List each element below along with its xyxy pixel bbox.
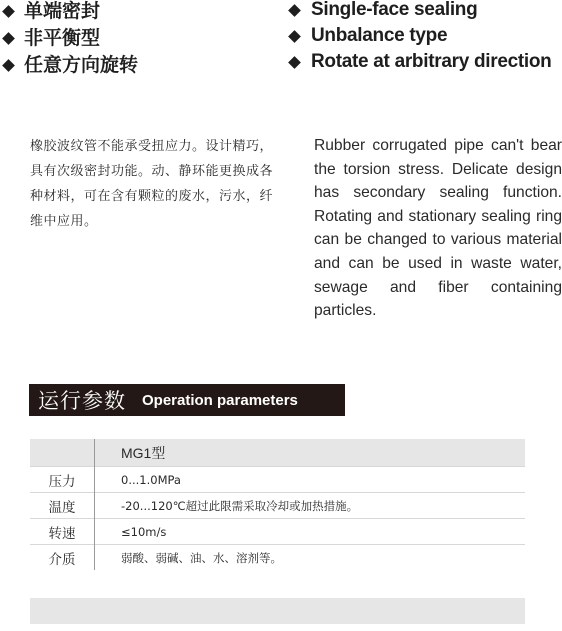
description-cn: 橡胶波纹管不能承受扭应力。设计精巧，具有次级密封功能。动、静环能更换成各种材料，可在含有颗粒的废水，污水，纤维中应用。	[30, 139, 274, 229]
feature-label-cn: 单端密封	[24, 0, 101, 22]
feature-label-cn: 任意方向旋转	[24, 54, 139, 76]
parameters-table	[30, 439, 525, 570]
param-label: 转速	[30, 519, 95, 545]
footer-bar	[30, 598, 525, 624]
feature-label-en: Single-face sealing	[311, 0, 478, 20]
param-value: -20...120℃超过此限需采取冷却或加热措施。	[95, 493, 526, 519]
table-row	[30, 545, 525, 571]
section-title-en: Operation parameters	[142, 391, 298, 409]
feature-item-cn	[0, 52, 138, 79]
table-row	[30, 519, 525, 545]
diamond-bullet-icon	[288, 30, 301, 43]
description-en: Rubber corrugated pipe can't bear the torsion stress. Delicate design has secondary sealing function. Rotating and stationary sealing ring can be changed to various material and can be used in waste water, sewage and fiber containing particles.	[314, 137, 562, 320]
feature-label-en: Rotate at arbitrary direction	[311, 51, 552, 72]
param-label: 温度	[30, 493, 95, 519]
diamond-bullet-icon	[2, 32, 15, 45]
param-label: 介质	[30, 545, 95, 571]
model-name: MG1型	[95, 439, 526, 467]
diamond-bullet-icon	[2, 59, 15, 72]
diamond-bullet-icon	[2, 5, 15, 18]
table-row	[30, 493, 525, 519]
diamond-bullet-icon	[288, 4, 301, 17]
section-header	[29, 384, 345, 416]
param-value: 弱酸、弱碱、油、水、溶剂等。	[95, 545, 526, 571]
feature-item-cn	[0, 25, 138, 52]
features-list-cn	[0, 0, 138, 79]
table-header-row	[30, 439, 525, 467]
param-value: ≤10m/s	[95, 519, 526, 545]
feature-label-cn: 非平衡型	[24, 27, 101, 49]
feature-item-cn	[0, 0, 138, 25]
feature-item-en	[287, 49, 557, 75]
table-header-blank	[30, 439, 95, 467]
section-title-cn: 运行参数	[38, 389, 126, 413]
feature-item-en	[287, 23, 557, 49]
feature-label-en: Unbalance type	[311, 25, 448, 46]
param-label: 压力	[30, 467, 95, 493]
diamond-bullet-icon	[288, 56, 301, 69]
feature-item-en	[287, 0, 557, 23]
table-row	[30, 467, 525, 493]
features-list-en	[287, 0, 557, 75]
param-value: 0...1.0MPa	[95, 467, 526, 493]
